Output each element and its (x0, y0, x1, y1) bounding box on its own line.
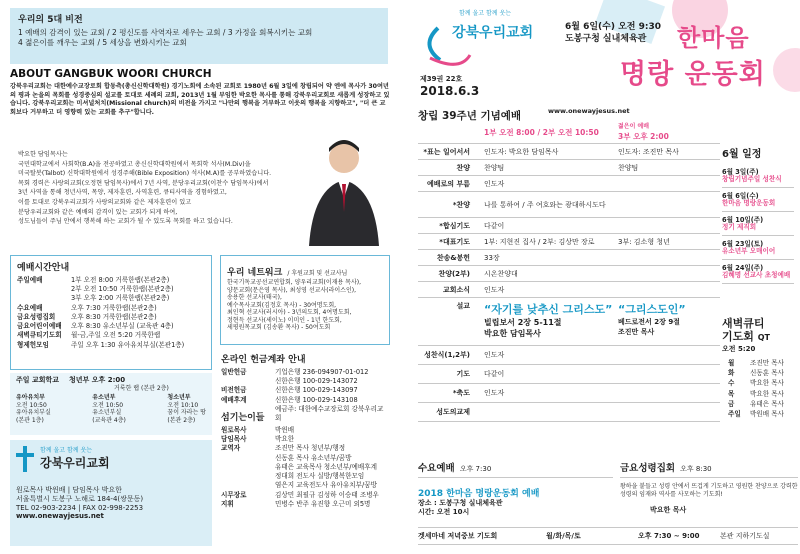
schedule-item (722, 164, 794, 188)
event-date: 6월 6일(수) 오전 9:30 (565, 22, 662, 32)
staff-row (221, 472, 384, 481)
order-col1: 나를 통하여 / 주 여호와는 광대하시도다 (484, 200, 606, 209)
row-value: 신한은행 100-029-143108 (275, 395, 358, 404)
info-line: 원로목사 박윈배 | 담임목사 박요한 (16, 486, 122, 494)
wed-time: 오후 7:30 (459, 465, 492, 473)
order-col1: 다같이 (484, 370, 505, 378)
fri-body: 왕하을 붙들고 성령 안에서 뜨겁게 기도하고 영원한 찬양으로 강력한 성령의 임재와 역사를 사모하는 기도회! (620, 483, 798, 498)
offering-row (221, 386, 384, 395)
row-key (221, 472, 275, 481)
order-label: 성찬식(1,2부) (424, 351, 470, 359)
order-col1: 인도자 (484, 179, 505, 188)
order-label: *표는 일어서서 (423, 147, 470, 156)
staff-row (221, 426, 384, 435)
order-row (418, 218, 720, 234)
staff-box (215, 408, 390, 546)
order-row (418, 192, 720, 218)
sunday-school-title: 주일 교회학교 (16, 376, 60, 384)
row-key: 비전헌금 (221, 386, 247, 395)
logo-church-name: 강북우리교회 (40, 456, 110, 471)
sunday-school-box (10, 373, 212, 435)
row-value: 유태은 교육목사 청소년부/예배후계 (275, 462, 377, 471)
about-title: ABOUT GANGBUK WOORI CHURCH (10, 68, 212, 80)
bulletin-date: 2018.6.3 (420, 84, 480, 98)
schedule-item (722, 188, 794, 212)
sermon-1 (480, 301, 614, 339)
order-row (418, 266, 720, 282)
order-row (418, 176, 720, 192)
worship-row (17, 341, 205, 350)
school-place: 꿈이 자라는 땅 (167, 409, 206, 417)
col2-head (614, 123, 720, 142)
school-floor: (교육관 4층) (92, 416, 126, 424)
worship-times-title: 예배시간안내 (17, 263, 70, 273)
schedule-event: 창립기념주일 성찬식 (722, 175, 782, 183)
schedule-event: 정기 제직회 (722, 222, 757, 231)
wed-when: 시간: 오전 10시 (418, 507, 470, 516)
col2-head-b: 3부 오후 2:00 (618, 131, 669, 141)
qt-leader: 유태은 목사 (750, 399, 784, 408)
order-label: 찬양 (456, 163, 470, 172)
fri-by: 박요한 목사 (650, 506, 687, 514)
event-title-line1: 한마음 (677, 24, 750, 52)
offering-row (221, 396, 384, 405)
order-label: *축도 (452, 389, 470, 397)
order-label: 찬양(2부) (438, 269, 470, 278)
order-row (418, 234, 720, 250)
row-value: 주일 오후 1:30 유아유치부실(본관1층) (71, 340, 185, 349)
staff-row (221, 500, 384, 509)
qt-row (722, 409, 798, 419)
order-label: 교회소식 (442, 285, 470, 294)
staff-row (221, 481, 384, 490)
worship-times-box (10, 255, 212, 370)
staff-row (221, 463, 384, 472)
qt-leader: 신동훈 목사 (750, 369, 784, 378)
bio-line: 분당우리교회와 같은 예배의 감격이 있는 교회가 되게 하여, (18, 208, 178, 216)
order-row (418, 250, 720, 266)
order-col1: 인도자 (484, 285, 505, 294)
order-col1: 인도자 (484, 389, 505, 397)
order-col1: 찬양팀 (484, 163, 505, 172)
row-value: 신한은행 100-029-143097 (275, 386, 358, 395)
order-label: *합심기도 (439, 221, 470, 230)
order-col1: 인도자: 박요한 담임목사 (484, 147, 559, 156)
sermon-preacher: 조진만 목사 (618, 328, 655, 336)
issue-number: 제39권 22호 (420, 75, 463, 83)
bio-line: 국민대학교에서 사회학(B.A)을 전공하였고 총신신학대학원에서 목회학 석사(M.Div)을 (18, 160, 251, 168)
order-label: 찬송&봉헌 (436, 253, 470, 262)
fri-time: 오후 8:30 (680, 465, 712, 473)
row-value: 박요한 (275, 435, 295, 444)
wed-place: 장소 : 도봉구청 실내체육관 (418, 499, 503, 507)
qt-leader: 박요한 목사 (750, 379, 784, 388)
schedule-date: 6월 24일(주) (722, 263, 764, 272)
row-key: 지휘 (221, 499, 234, 508)
schedule-date: 6월 23일(토) (722, 239, 764, 248)
order-col1: 1부: 지현진 집사 / 2부: 김상만 장로 (484, 237, 595, 246)
network-line: 세평원목교회 (김송환 목사) - 50여도회 (227, 324, 331, 331)
row-key (17, 294, 71, 303)
bio-line: 3년 사역을 통해 청년사역, 목양, 제자훈련, 사역훈련, 큐티사역을 경험하였고, (18, 189, 227, 197)
worship-row (17, 304, 205, 313)
prayer-title: 겟세마네 저녁중보 기도회 (418, 532, 498, 540)
row-value: 민병수 반주 유진향 오근미 외5명 (275, 499, 371, 508)
sermon-ref: 베드로전서 2장 9절 (618, 318, 680, 326)
row-value: 조진만 목사 청년부/행정 (275, 444, 346, 453)
prayer-days: 월/화/목/토 (546, 532, 581, 540)
qt-leader: 조진만 목사 (750, 359, 784, 368)
order-label: 기도 (456, 370, 470, 378)
qt-day: 목 (728, 389, 735, 398)
network-line: 예수목사교회(김정호 목사) - 30여명도회, (227, 301, 337, 309)
prayer-place: 본관 지하기도실 (720, 532, 770, 540)
order-label: 설교 (456, 302, 470, 310)
staff-row (221, 491, 384, 500)
row-key (17, 285, 71, 294)
school-floor: (본관 1층) (16, 416, 44, 424)
qt-day: 수 (728, 379, 735, 388)
worship-row (17, 294, 205, 303)
bio-line: 박요한 담임목사는 (18, 151, 68, 158)
wed-title: 수요예배 (418, 463, 455, 474)
row-value: 염은지 교육전도사 유아유치부/꿈방 (275, 481, 377, 490)
offering-title: 온라인 헌금계좌 안내 (221, 355, 306, 365)
network-line: 양문교회(문은영 목사), 최성영 선교사(라이스인), (227, 286, 357, 294)
order-col1: 시온찬양대 (484, 269, 518, 278)
staff-row (221, 454, 384, 463)
network-line: 정현득 선교사(세이노) 이미인 - 1년 한도회, (227, 316, 342, 324)
row-value: 박윈배 (275, 426, 295, 434)
event-place: 도봉구청 실내체육관 (565, 33, 647, 44)
school-time: 오전 10:10 (167, 401, 199, 409)
row-value: 월-금,주일 오전 5:20 거룩한랩 (71, 331, 161, 340)
schedule-item (722, 236, 794, 260)
service-url[interactable]: www.onewayjesus.net (548, 107, 630, 115)
qt-day: 월 (728, 359, 735, 368)
bio-line: 이를 토대로 강북우리교회가 사랑의교회와 같은 제자훈련이 있고 (18, 199, 192, 207)
schedule-date: 6월 3일(주) (722, 168, 759, 176)
order-row (418, 346, 720, 365)
school-time: 오전 10:50 (92, 401, 124, 409)
col1-head: 1부 오전 8:00 / 2부 오전 10:50 (484, 128, 599, 137)
schedule-date: 6월 6일(수) (722, 191, 759, 200)
school-name: 유아유치부 (16, 394, 45, 402)
schedule-event: 김혜명 선교사 초청예배 (722, 270, 791, 279)
wednesday-service (418, 456, 613, 517)
order-col1: 인도자 (484, 351, 505, 359)
vision-line: 1 예배의 감격이 있는 교회 / 2 평신도를 사역자로 세우는 교회 / 3 가정을 회복시키는 교회 (18, 28, 313, 37)
row-key: 교역자 (221, 444, 241, 453)
offering-row (221, 368, 384, 377)
order-row (418, 365, 720, 384)
row-key: 수요예배 (17, 303, 43, 312)
order-row (418, 403, 720, 422)
col2-head-a: 젊은이 예배 (618, 123, 650, 131)
row-key: 금요성령집회 (17, 312, 56, 321)
bio-line: 성도님들이 주님 안에서 행복해 하는 교회가 될 수 있도록 목회를 하고 있습니다. (18, 218, 233, 226)
row-value: 2부 오전 10:50 거룩한랩(본관2층) (71, 285, 174, 294)
qt-row (722, 358, 798, 368)
school-col (167, 394, 206, 424)
qt-leader: 박요한 목사 (750, 389, 784, 398)
qt-day: 주일 (728, 410, 741, 419)
event-info (565, 22, 661, 45)
friday-service (620, 456, 798, 515)
school-col (16, 394, 51, 424)
church-info-box (10, 440, 212, 546)
qt-title1: 새벽큐티 (722, 317, 765, 330)
qt-title2b: QT (757, 332, 770, 342)
qt-row (722, 378, 798, 388)
schedule-title: 6월 일정 (722, 149, 762, 160)
youth-time: 청년부 오후 2:00 (69, 376, 126, 384)
row-key: 담임목사 (221, 435, 247, 444)
qt-day: 화 (728, 369, 735, 378)
school-place: 유아유치부실 (16, 409, 51, 417)
school-time: 오전 10:50 (16, 401, 47, 409)
order-header (418, 122, 720, 144)
network-line: 한국기독교공선교연합회, 양우리교회(이재용 목사), (227, 279, 362, 286)
row-key: 형제헌모임 (17, 340, 49, 349)
school-name: 청소년부 (167, 394, 191, 402)
sermon-preacher: 박요한 담임목사 (484, 329, 541, 338)
service-title: 창립 39주년 기념예배 (418, 110, 522, 122)
school-col (92, 394, 126, 424)
about-body: 강북우리교회는 대한예수교장로회 합동측(총신신학대학원) 경기노회에 소속된 교회로 1980년 6월 3일에 창립되어 약 엔에 목사가 30여년의 평과 논을의 목회를 성경중심의 설교를 토대로 세례의 교회, 2013년 1월 부임한 박요한 목사를 통해 강북우리교회로 새롭게 성장하고 있습니다. 강북우리교회는 미셔널처치(Missional church)의 비전을 가지고 "나만의 행복을 거부하고 이웃의 행복을 지향하고", "더 큰 교회보다 거부하고 더 영향력 있는 교회를 추구"합니다. (10, 83, 390, 117)
vision-title: 우리의 5대 비전 (18, 15, 83, 25)
qt-leader: 박원배 목사 (750, 410, 784, 419)
row-key: 새벽큐티기도회 (17, 331, 62, 340)
church-slogan-top: 함께 울고 함께 웃는 (458, 10, 512, 17)
logo-slogan: 함께 울고 함께 웃는 (40, 446, 93, 454)
schedule-date: 6월 10일(주) (722, 215, 764, 224)
about-section (10, 68, 390, 118)
prayer-time: 오후 7:30 ~ 9:00 (638, 532, 700, 540)
worship-row (17, 322, 205, 331)
row-value: 3부 오후 2:00 거룩한랩(본관2층) (71, 294, 170, 303)
order-row (418, 384, 720, 403)
row-value: 1부 오전 8:00 거룩한랩(본관2층) (71, 276, 170, 284)
row-key (221, 463, 275, 472)
order-label: *찬양 (452, 200, 470, 209)
order-of-service (418, 122, 720, 422)
church-logo-icon (16, 446, 34, 472)
staff-title: 섬기는이들 (221, 413, 265, 423)
schedule-event: 유소년부 오매이어 (722, 246, 776, 255)
fri-title: 금요성령집회 (620, 463, 676, 474)
network-line: 송용한 선교사(태국), (227, 294, 282, 301)
bio-line: 목회 경력은 사랑의교회(오정현 담임목사)에서 7년 사역, 분당우리교회(이찬수 담임목사)에서 (18, 179, 269, 187)
order-col2: 찬양팀 (618, 163, 639, 172)
qt-row (722, 368, 798, 378)
worship-row (17, 331, 205, 340)
sermon-title: “그리스도인” (618, 303, 686, 316)
order-col2: 인도자: 조진만 목사 (618, 147, 679, 156)
order-row (418, 282, 720, 298)
order-col1: 다같이 (484, 221, 505, 230)
row-value: 신한은행 100-029-143072 (275, 377, 358, 386)
row-value: 오후 8:30 거룩한랩(본관2층) (71, 312, 157, 321)
row-value: 정대희 전도사 실방/행복한모임 (275, 472, 365, 481)
school-floor: (본관 2층) (167, 416, 196, 424)
pastor-photo (305, 128, 383, 246)
order-label: 성도의교제 (436, 408, 470, 416)
row-key: 주일예배 (17, 276, 43, 284)
order-col1: 33장 (484, 253, 500, 262)
worship-row (17, 313, 205, 322)
june-schedule (722, 145, 794, 284)
network-title: 우리 네트워크 (227, 268, 283, 278)
info-line: TEL 02-903-2234 | FAX 02-998-2253 (16, 503, 144, 512)
qt-row (722, 389, 798, 399)
info-line: 서울특별시 도봉구 노해로 184-4(쌍문동) (16, 494, 144, 503)
qt-time: 오전 5:20 (722, 345, 756, 354)
qt-day: 금 (728, 399, 735, 408)
row-key (221, 454, 275, 463)
staff-row (221, 444, 384, 453)
sermon-2 (614, 301, 720, 337)
row-key: 원로목사 (221, 426, 247, 434)
dawn-qt-box (722, 318, 798, 419)
church-name-top: 강북우리교회 (452, 25, 534, 41)
row-value: 예금주: 대한예수교장로회 강북우리교회 (275, 404, 384, 423)
schedule-event: 한마음 명랑운동회 (722, 198, 776, 207)
row-value: 오후 8:30 유소년부실 (교육관 4층) (71, 322, 174, 331)
worship-row (17, 276, 205, 285)
pastor-bio (18, 150, 308, 227)
network-subtitle: / 후원교회 및 선교사님 (287, 270, 348, 277)
youth-place: 거룩한 랩 (본관 2층) (114, 384, 169, 392)
school-place: 유소년부실 (92, 409, 122, 417)
qt-title2-wrap (722, 331, 798, 344)
wed-event: 2018 한마음 명랑운동회 예배 (418, 489, 540, 499)
schedule-item (722, 212, 794, 236)
order-col2: 3부: 김소형 청년 (618, 237, 670, 246)
vision-line: 4 젊은이를 깨우는 교회 / 5 세상을 변화시키는 교회 (18, 38, 187, 48)
row-key (221, 481, 275, 490)
order-label: *대표기도 (439, 237, 470, 246)
row-key: 일반헌금 (221, 368, 247, 376)
order-row (418, 160, 720, 176)
row-key: 시무장로 (221, 490, 247, 499)
row-value: 오후 7:30 거룩한랩(본관2층) (71, 303, 157, 312)
qt-row (722, 399, 798, 409)
evening-prayer-bar (418, 527, 798, 545)
sermon-title: “자기를 낮추신 그리스도” (484, 303, 613, 316)
website-link[interactable]: www.onewayjesus.net (16, 512, 104, 521)
bio-line: 미국탈봇(Talbot) 신학대학원에서 성경주해(Bible Exposition) 석사(M.A)를 공부하였습니다. (18, 170, 272, 178)
row-value: 신동훈 목사 유소년부/꿈방 (275, 453, 352, 462)
row-value: 기업은행 236-094907-01-012 (275, 368, 369, 376)
event-title-line2: 명랑 운동회 (620, 59, 766, 90)
order-row (418, 144, 720, 160)
qt-title2: 기도회 (722, 329, 754, 343)
network-line: 최인혁 선교사(러시아) - 3년의도회, 4여명도회, (227, 309, 352, 316)
network-box (220, 255, 390, 345)
row-value: 김상민 최필규 김성하 이승태 조병우 (275, 490, 379, 499)
sermon-ref: 빌립보서 2장 5-11절 (484, 318, 562, 327)
row-key: 금요어린이예배 (17, 322, 62, 331)
vision-panel (10, 8, 388, 64)
sermon-row (418, 298, 720, 346)
school-name: 유소년부 (92, 394, 116, 402)
schedule-item (722, 260, 794, 284)
row-key: 예배후계 (221, 395, 247, 404)
order-label: 예배로의 부름 (426, 179, 470, 188)
